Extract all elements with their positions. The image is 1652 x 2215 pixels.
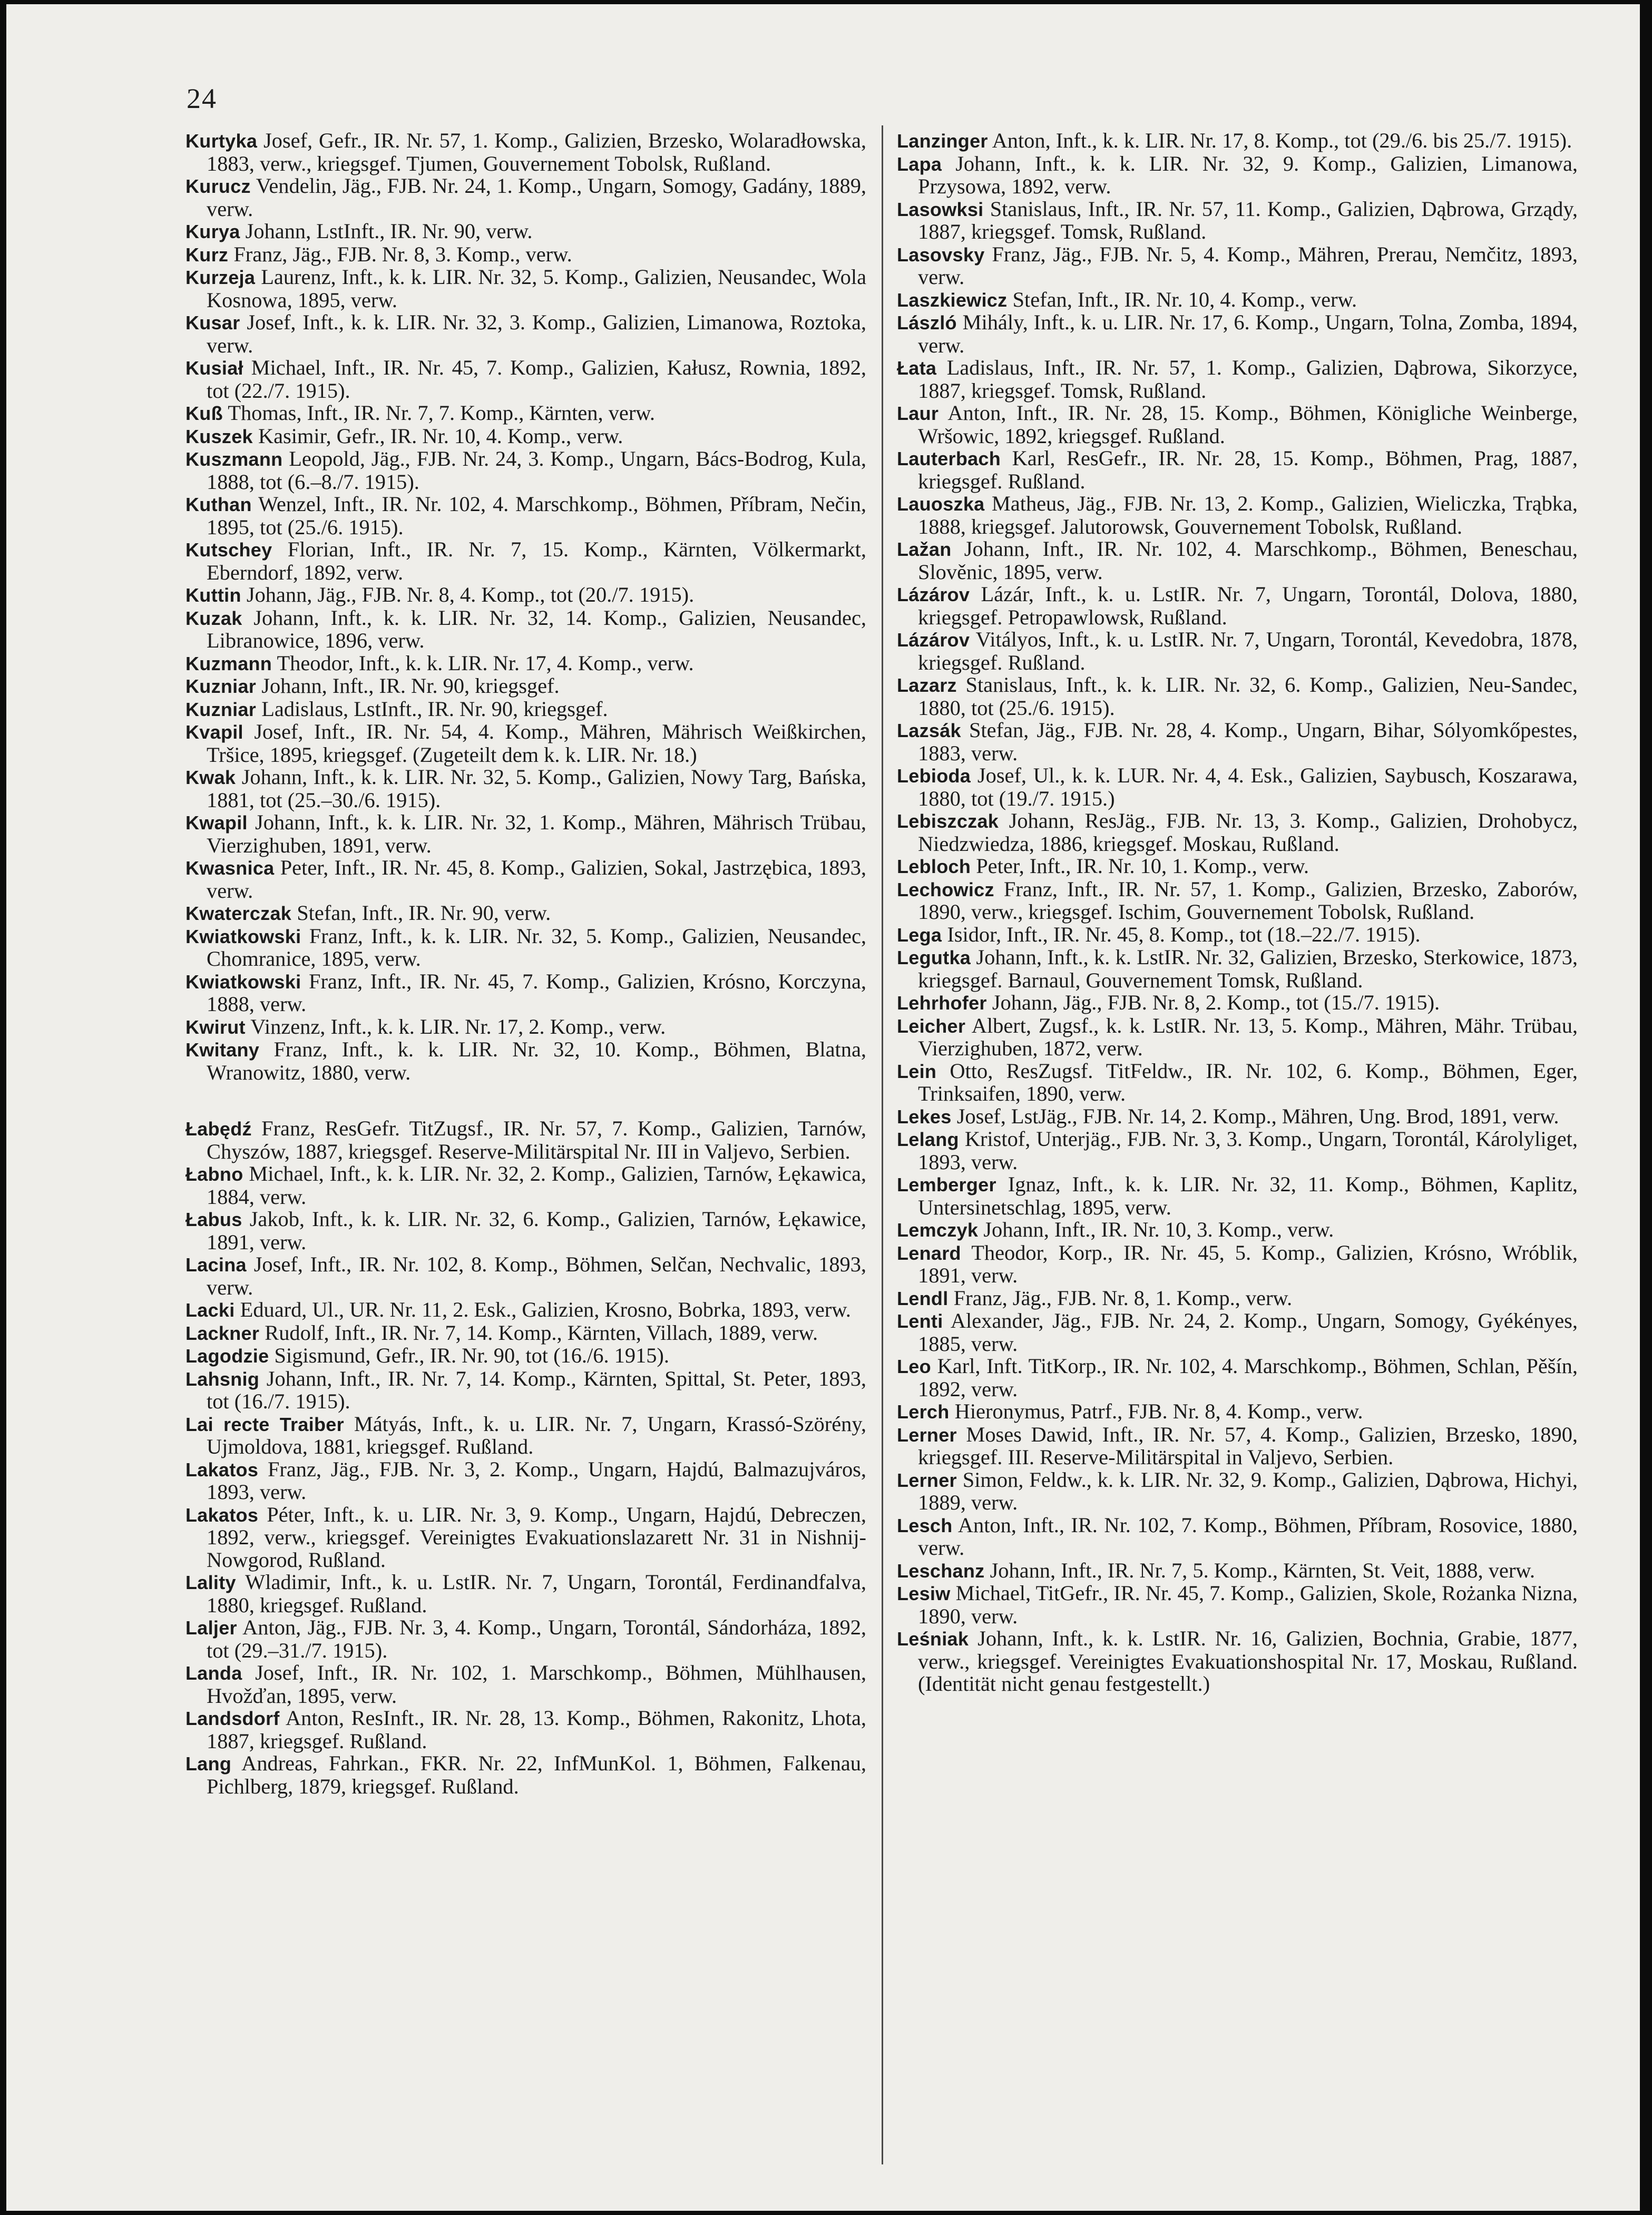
entry-surname: Lang (185, 1753, 232, 1775)
list-item (185, 1253, 866, 1299)
entry-surname: Lahsnig (185, 1368, 260, 1390)
entry-details: Johann, Jäg., FJB. Nr. 8, 2. Komp., tot (15./7. 1915). (992, 991, 1440, 1014)
list-item (897, 153, 1578, 198)
list-item (897, 1105, 1578, 1129)
entry-surname: Lasovsky (897, 243, 985, 266)
entry-surname: Kvapil (185, 721, 243, 743)
list-item (185, 311, 866, 357)
entry-surname: Lega (897, 924, 942, 946)
entry-details: Josef, LstJäg., FJB. Nr. 14, 2. Komp., Mähren, Ung. Brod, 1891, verw. (956, 1104, 1559, 1128)
entry-details: Johann, Inft., IR. Nr. 90, kriegsgef. (261, 674, 560, 698)
entry-details: Vitályos, Inft., k. u. LstIR. Nr. 7, Ungarn, Torontál, Kevedobra, 1878, kriegsgef. Rußland. (918, 628, 1578, 674)
entry-details: Franz, Inft., IR. Nr. 45, 7. Komp., Galizien, Krósno, Korczyna, 1888, verw. (207, 969, 866, 1016)
entry-surname: Laszkiewicz (897, 289, 1008, 311)
entry-details: Johann, Inft., k. k. LIR. Nr. 32, 14. Komp., Galizien, Neusandec, Libranowice, 1896, verw. (207, 605, 866, 652)
entry-surname: Łabędź (185, 1118, 252, 1140)
list-item (897, 1015, 1578, 1060)
entry-surname: Lauoszka (897, 493, 985, 515)
list-item (897, 493, 1578, 538)
entry-details: Johann, Inft., IR. Nr. 10, 3. Komp., verw. (983, 1218, 1334, 1241)
entry-details: Johann, Inft., k. k. LstIR. Nr. 32, Galizien, Brzesko, Sterkowice, 1873, kriegsgef. Barnaul, Gouvernement Tomsk, Rußland. (918, 945, 1578, 992)
entry-details: Mihály, Inft., k. u. LIR. Nr. 17, 6. Komp., Ungarn, Tolna, Zomba, 1894, verw. (918, 310, 1578, 357)
entry-details: Otto, ResZugsf. TitFeldw., IR. Nr. 102, 6. Komp., Böhmen, Eger, Trinksaifen, 1890, verw. (918, 1059, 1578, 1105)
entry-surname: Leśniak (897, 1628, 969, 1650)
entry-details: Josef, Inft., IR. Nr. 102, 1. Marschkomp., Böhmen, Mühlhausen, Hvožďan, 1895, verw. (207, 1661, 866, 1708)
entry-surname: Laljer (185, 1617, 237, 1639)
entry-details: Josef, Inft., IR. Nr. 54, 4. Komp., Mähren, Mährisch Weißkirchen, Tršice, 1895, kriegsgef. (Zugeteilt dem k. k. LIR. Nr. 18.) (207, 720, 866, 767)
list-item (185, 425, 866, 448)
list-item (185, 493, 866, 538)
entry-details: Vendelin, Jäg., FJB. Nr. 24, 1. Komp., Ungarn, Somogy, Gadány, 1889, verw. (207, 174, 866, 221)
entry-details: Ladislaus, LstInft., IR. Nr. 90, kriegsgef. (261, 697, 608, 721)
entry-surname: Lenard (897, 1242, 961, 1264)
entry-surname: Lakatos (185, 1458, 259, 1481)
entry-details: Josef, Inft., k. k. LIR. Nr. 32, 3. Komp., Galizien, Limanowa, Roztoka, verw. (207, 310, 866, 357)
list-item (897, 1060, 1578, 1105)
entry-details: Franz, Jäg., FJB. Nr. 3, 2. Komp., Ungarn, Hajdú, Balmazujváros, 1893, verw. (207, 1457, 866, 1504)
entry-details: Johann, Inft., k. k. LIR. Nr. 32, 1. Komp., Mähren, Mährisch Trübau, Vierzighuben, 1891, verw. (207, 810, 866, 857)
entry-details: Johann, Inft., k. k. LstIR. Nr. 16, Galizien, Bochnia, Grabie, 1877, verw., kriegsgef. Vereinigtes Evakuationshospital Nr. 17, Moskau, Rußland. (Identität nicht genau festgestellt.) (918, 1626, 1578, 1695)
entry-details: Michael, Inft., k. k. LIR. Nr. 32, 2. Komp., Galizien, Tarnów, Łękawica, 1884, verw. (207, 1162, 866, 1209)
list-item (185, 243, 866, 267)
entry-details: Kristof, Unterjäg., FJB. Nr. 3, 3. Komp., Ungarn, Torontál, Károlyliget, 1893, verw. (918, 1127, 1578, 1174)
list-item (185, 971, 866, 1016)
entry-details: Anton, Inft., k. k. LIR. Nr. 17, 8. Komp., tot (29./6. bis 25./7. 1915). (992, 130, 1572, 152)
entry-details: Josef, Gefr., IR. Nr. 57, 1. Komp., Galizien, Brzesko, Wolaradłowska, 1883, verw., kriegsgef. Tjumen, Gouvernement Tobolsk, Rußland. (207, 130, 866, 175)
entry-surname: Lehrhofer (897, 992, 987, 1014)
entry-surname: Kwitany (185, 1039, 260, 1061)
entry-surname: Lagodzie (185, 1345, 269, 1367)
entry-details: Kasimir, Gefr., IR. Nr. 10, 4. Komp., verw. (258, 424, 623, 448)
list-item (897, 855, 1578, 878)
list-item (185, 1038, 866, 1084)
entry-details: Peter, Inft., IR. Nr. 45, 8. Komp., Galizien, Sokal, Jastrzębica, 1893, verw. (207, 856, 866, 903)
entry-surname: Kurya (185, 221, 240, 242)
entry-details: Stanislaus, Inft., IR. Nr. 57, 11. Komp., Galizien, Dąbrowa, Grządy, 1887, kriegsgef. Tomsk, Rußland. (918, 197, 1578, 243)
list-item (185, 902, 866, 925)
entry-surname: Lenti (897, 1310, 943, 1332)
list-item (897, 243, 1578, 289)
entry-surname: Kusar (185, 312, 240, 334)
list-item (897, 1424, 1578, 1469)
entry-surname: Kwak (185, 767, 236, 788)
list-item (185, 1208, 866, 1253)
entry-surname: Lein (897, 1060, 937, 1082)
entry-details: Ignaz, Inft., k. k. LIR. Nr. 32, 11. Komp., Böhmen, Kaplitz, Untersinetschlag, 1895, verw. (918, 1172, 1578, 1219)
list-item (897, 1355, 1578, 1400)
list-item (185, 857, 866, 902)
entry-details: Wladimir, Inft., k. u. LstIR. Nr. 7, Ungarn, Torontál, Ferdinandfalva, 1880, kriegsgef. Rußland. (207, 1570, 866, 1617)
entry-surname: Lechowicz (897, 878, 994, 900)
list-item (897, 1628, 1578, 1695)
entry-surname: Lazarz (897, 674, 957, 696)
entry-details: Franz, Jäg., FJB. Nr. 8, 3. Komp., verw. (233, 242, 572, 266)
entry-surname: Kwirut (185, 1016, 246, 1038)
entry-surname: Lemberger (897, 1174, 996, 1195)
entry-surname: Lazsák (897, 720, 961, 741)
list-item (185, 675, 866, 698)
list-item (897, 1287, 1578, 1310)
entry-surname: Kusiał (185, 357, 243, 379)
entry-surname: Kurtyka (185, 130, 258, 152)
entry-details: Isidor, Inft., IR. Nr. 45, 8. Komp., tot (18.–22./7. 1915). (947, 922, 1421, 946)
list-item (185, 175, 866, 220)
entry-details: Alexander, Jäg., FJB. Nr. 24, 2. Komp., Ungarn, Somogy, Gyékényes, 1885, verw. (918, 1309, 1578, 1356)
entry-surname: Lacki (185, 1299, 235, 1321)
entry-surname: László (897, 312, 957, 334)
list-item (185, 584, 866, 607)
entry-surname: Lelang (897, 1129, 959, 1150)
entry-surname: Kuszek (185, 425, 253, 447)
entry-surname: Lackner (185, 1322, 260, 1344)
entry-surname: Kuß (185, 403, 223, 424)
entry-surname: Lauterbach (897, 448, 1001, 469)
entry-details: Andreas, Fahrkan., FKR. Nr. 22, InfMunKol. 1, Böhmen, Falkenau, Pichlberg, 1879, kriegsgef. Rußland. (207, 1751, 866, 1798)
entry-details: Franz, ResGefr. TitZugsf., IR. Nr. 57, 7. Komp., Galizien, Tarnów, Chyszów, 1887, kriegsgef. Reserve-Militärspital Nr. III in Valjevo, Serbien. (207, 1116, 866, 1163)
list-item (897, 583, 1578, 629)
list-item (185, 1504, 866, 1572)
list-item (185, 721, 866, 766)
list-item (185, 1322, 866, 1345)
entry-details: Hieronymus, Patrf., FJB. Nr. 8, 4. Komp., verw. (954, 1399, 1363, 1423)
entry-surname: Lerner (897, 1469, 957, 1491)
list-item (185, 130, 866, 175)
entry-details: Karl, Inft. TitKorp., IR. Nr. 102, 4. Marschkomp., Böhmen, Schlan, Pěšín, 1892, verw. (918, 1354, 1578, 1401)
list-item (185, 1752, 866, 1798)
entry-details: Thomas, Inft., IR. Nr. 7, 7. Komp., Kärnten, verw. (228, 401, 655, 425)
list-item (185, 1662, 866, 1707)
list-item (185, 1163, 866, 1208)
list-item (897, 1242, 1578, 1287)
entry-surname: Lebiszczak (897, 810, 999, 832)
entry-details: Johann, Inft., IR. Nr. 102, 4. Marschkomp., Böhmen, Beneschau, Slověnic, 1895, verw. (918, 537, 1578, 584)
entry-details: Theodor, Korp., IR. Nr. 45, 5. Komp., Galizien, Krósno, Wróblik, 1891, verw. (918, 1240, 1578, 1287)
list-item (897, 538, 1578, 583)
entry-surname: Kuttin (185, 584, 241, 606)
entry-surname: Leschanz (897, 1560, 985, 1582)
list-item (897, 765, 1578, 810)
list-item (897, 1219, 1578, 1242)
entry-details: Johann, Inft., k. k. LIR. Nr. 32, 5. Komp., Galizien, Nowy Targ, Bańska, 1881, tot (25.–30./6. 1915). (207, 765, 866, 812)
entry-details: Josef, Inft., IR. Nr. 102, 8. Komp., Böhmen, Selčan, Nechvalic, 1893, verw. (207, 1252, 866, 1299)
entry-details: Eduard, Ul., UR. Nr. 11, 2. Esk., Galizien, Krosno, Bobrka, 1893, verw. (240, 1298, 851, 1321)
list-item (897, 1128, 1578, 1173)
entry-details: Franz, Jäg., FJB. Nr. 8, 1. Komp., verw. (953, 1286, 1293, 1310)
list-item (897, 1560, 1578, 1583)
entry-surname: Lerner (897, 1424, 957, 1446)
entry-surname: Lai recte Traiber (185, 1413, 344, 1435)
entry-details: Albert, Zugsf., k. k. LstIR. Nr. 13, 5. Komp., Mähren, Mähr. Trübau, Vierzighuben, 1872, verw. (918, 1013, 1578, 1060)
list-item (185, 266, 866, 311)
entry-surname: Laur (897, 403, 939, 424)
entry-details: Stefan, Inft., IR. Nr. 10, 4. Komp., verw. (1012, 287, 1357, 311)
entry-details: Stefan, Jäg., FJB. Nr. 28, 4. Komp., Ungarn, Bihar, Sólyomkőpestes, 1883, verw. (918, 718, 1578, 765)
list-item (897, 674, 1578, 719)
list-item (897, 130, 1578, 153)
entry-details: Péter, Inft., k. u. LIR. Nr. 3, 9. Komp., Ungarn, Hajdú, Debreczen, 1892, verw., kriegsgef. Vereinigtes Evakuationslazarett Nr. 31 in Nishnij-Nowgorod, Rußland. (207, 1502, 866, 1572)
entry-surname: Lesch (897, 1514, 953, 1536)
list-item (185, 1118, 866, 1163)
entry-details: Michael, Inft., IR. Nr. 45, 7. Komp., Galizien, Kałusz, Rownia, 1892, tot (22./7. 1915). (207, 356, 866, 403)
entry-details: Anton, ResInft., IR. Nr. 28, 13. Komp., Böhmen, Rakonitz, Lhota, 1887, kriegsgef. Rußland. (207, 1706, 866, 1753)
list-item (897, 1173, 1578, 1219)
list-item (897, 1400, 1578, 1424)
entry-details: Johann, ResJäg., FJB. Nr. 13, 3. Komp., Galizien, Drohobycz, Niedzwiedza, 1886, kriegsgef. Moskau, Rußland. (918, 809, 1578, 856)
entry-surname: Lebloch (897, 856, 971, 877)
list-item (897, 810, 1578, 855)
list-item (897, 1469, 1578, 1514)
list-item (185, 1413, 866, 1458)
entry-surname: Kurzeja (185, 267, 256, 288)
entry-surname: Kurucz (185, 175, 251, 197)
entry-surname: Lemczyk (897, 1219, 979, 1241)
column-divider (882, 125, 883, 2164)
entry-details: Mátyás, Inft., k. u. LIR. Nr. 7, Ungarn, Krassó-Szörény, Ujmoldova, 1881, kriegsgef. Rußland. (207, 1412, 866, 1458)
list-item (897, 992, 1578, 1015)
entry-details: Franz, Inft., k. k. LIR. Nr. 32, 5. Komp., Galizien, Neusandec, Chomranice, 1895, verw. (207, 924, 866, 971)
entry-surname: Leicher (897, 1015, 966, 1037)
list-item (897, 1582, 1578, 1628)
entry-details: Karl, ResGefr., IR. Nr. 28, 15. Komp., Böhmen, Prag, 1887, kriegsgef. Rußland. (918, 446, 1578, 493)
list-item (185, 811, 866, 857)
entry-details: Johann, LstInft., IR. Nr. 90, verw. (245, 219, 533, 243)
entry-surname: Kwiatkowski (185, 925, 301, 947)
entry-details: Leopold, Jäg., FJB. Nr. 24, 3. Komp., Ungarn, Bács-Bodrog, Kula, 1888, tot (6.–8./7. 1915). (207, 447, 866, 494)
entry-details: Florian, Inft., IR. Nr. 7, 15. Komp., Kärnten, Völkermarkt, Eberndorf, 1892, verw. (207, 537, 866, 584)
list-item (897, 289, 1578, 312)
entry-details: Stanislaus, Inft., k. k. LIR. Nr. 32, 6. Komp., Galizien, Neu-Sandec, 1880, tot (25./6. 1915). (918, 673, 1578, 720)
list-item (185, 607, 866, 652)
entry-surname: Lakatos (185, 1504, 259, 1526)
entry-surname: Kuzniar (185, 698, 257, 720)
entry-surname: Legutka (897, 947, 971, 968)
list-item (897, 447, 1578, 493)
list-item (185, 1299, 866, 1322)
entry-surname: Lázárov (897, 584, 970, 605)
list-item (897, 311, 1578, 357)
entry-surname: Kuthan (185, 494, 252, 515)
list-item (185, 357, 866, 402)
list-item (185, 1345, 866, 1368)
entry-surname: Kuzmann (185, 652, 272, 674)
entry-details: Johann, Inft., k. k. LIR. Nr. 32, 9. Komp., Galizien, Limanowa, Przysowa, 1892, verw. (918, 151, 1578, 198)
entry-surname: Leo (897, 1356, 931, 1377)
entry-details: Johann, Inft., IR. Nr. 7, 14. Komp., Kärnten, Spittal, St. Peter, 1893, tot (16./7. 1915). (207, 1366, 866, 1413)
list-item (185, 1458, 866, 1504)
entry-surname: Kuzak (185, 607, 242, 629)
entry-surname: Kwiatkowski (185, 971, 301, 993)
entry-surname: Landsdorf (185, 1708, 280, 1729)
entry-details: Matheus, Jäg., FJB. Nr. 13, 2. Komp., Galizien, Wieliczka, Trąbka, 1888, kriegsgef. Jalutorowsk, Gouvernement Tobolsk, Rußland. (918, 492, 1578, 538)
entry-surname: Lebioda (897, 765, 971, 787)
page-number: 24 (187, 83, 217, 114)
entry-details: Sigismund, Gefr., IR. Nr. 90, tot (16./6. 1915). (274, 1344, 669, 1367)
entry-details: Laurenz, Inft., k. k. LIR. Nr. 32, 5. Komp., Galizien, Neusandec, Wola Kosnowa, 1895, verw. (207, 265, 866, 312)
entry-details: Stefan, Inft., IR. Nr. 90, verw. (297, 901, 551, 925)
entry-surname: Kwaterczak (185, 903, 292, 924)
entry-surname: Kuszmann (185, 448, 283, 470)
entry-details: Johann, Jäg., FJB. Nr. 8, 4. Komp., tot (20./7. 1915). (246, 583, 695, 606)
entry-surname: Kwasnica (185, 857, 275, 879)
entry-details: Jakob, Inft., k. k. LIR. Nr. 32, 6. Komp., Galizien, Tarnów, Łękawice, 1891, verw. (207, 1207, 866, 1254)
entry-details: Anton, Jäg., FJB. Nr. 3, 4. Komp., Ungarn, Torontál, Sándorháza, 1892, tot (29.–31./7. 1915). (207, 1615, 866, 1662)
entry-surname: Kwapil (185, 812, 248, 834)
entry-details: Ladislaus, Inft., IR. Nr. 57, 1. Komp., Galizien, Dąbrowa, Sikorzyce, 1887, kriegsgef. Tomsk, Rußland. (918, 356, 1578, 403)
list-item (185, 1368, 866, 1413)
left-column (185, 130, 866, 2179)
entry-details: Rudolf, Inft., IR. Nr. 7, 14. Komp., Kärnten, Villach, 1889, verw. (265, 1320, 818, 1345)
entry-details: Franz, Inft., IR. Nr. 57, 1. Komp., Galizien, Brzesko, Zaborów, 1890, verw., kriegsgef. Ischim, Gouvernement Tobolsk, Rußland. (918, 877, 1578, 924)
list-item (897, 357, 1578, 402)
entry-surname: Lažan (897, 538, 952, 560)
list-item (185, 652, 866, 675)
list-item (185, 925, 866, 971)
entry-surname: Lasowksi (897, 198, 984, 220)
entry-surname: Lekes (897, 1105, 952, 1128)
entry-details: Anton, Inft., IR. Nr. 102, 7. Komp., Böhmen, Příbram, Rosovice, 1880, verw. (918, 1513, 1578, 1560)
list-item (897, 198, 1578, 243)
entry-surname: Łabno (185, 1163, 243, 1185)
list-item (185, 448, 866, 493)
entry-details: Anton, Inft., IR. Nr. 28, 15. Komp., Böhmen, Königliche Weinberge, Wršowic, 1892, kriegsgef. Rußland. (918, 401, 1578, 448)
list-item (185, 220, 866, 243)
entry-surname: Lázárov (897, 629, 970, 651)
entry-surname: Kutschey (185, 539, 272, 561)
entry-details: Simon, Feldw., k. k. LIR. Nr. 32, 9. Komp., Galizien, Dąbrowa, Hichyi, 1889, verw. (918, 1467, 1578, 1514)
entry-surname: Lapa (897, 153, 942, 175)
entry-surname: Łata (897, 357, 937, 379)
document-page (6, 4, 1640, 2211)
entry-surname: Lesiw (897, 1583, 951, 1604)
list-item (185, 538, 866, 584)
list-item (185, 1707, 866, 1752)
entry-details: Josef, Ul., k. k. LUR. Nr. 4, 4. Esk., Galizien, Saybusch, Koszarawa, 1880, tot (19./7. 1915.) (918, 763, 1578, 810)
entry-details: Theodor, Inft., k. k. LIR. Nr. 17, 4. Komp., verw. (277, 651, 694, 675)
entry-surname: Lendl (897, 1287, 949, 1309)
entry-details: Moses Dawid, Inft., IR. Nr. 57, 4. Komp., Galizien, Brzesko, 1890, kriegsgef. III. Reserve-Militärspital in Valjevo, Serbien. (918, 1422, 1578, 1469)
entry-details: Vinzenz, Inft., k. k. LIR. Nr. 17, 2. Komp., verw. (250, 1014, 666, 1038)
list-item (185, 1616, 866, 1662)
list-item (897, 1310, 1578, 1355)
list-item (185, 1571, 866, 1616)
list-item (897, 924, 1578, 947)
list-item (185, 1016, 866, 1039)
list-item (897, 1514, 1578, 1560)
entry-surname: Landa (185, 1662, 242, 1684)
entry-details: Franz, Inft., k. k. LIR. Nr. 32, 10. Komp., Böhmen, Blatna, Wranowitz, 1880, verw. (207, 1037, 866, 1084)
entry-surname: Lacina (185, 1254, 247, 1276)
entry-details: Lázár, Inft., k. u. LstIR. Nr. 7, Ungarn, Torontál, Dolova, 1880, kriegsgef. Petropawlowsk, Rußland. (918, 582, 1578, 629)
entry-surname: Kuzniar (185, 675, 257, 697)
entry-surname: Lerch (897, 1401, 950, 1423)
entry-surname: Łabus (185, 1209, 242, 1230)
list-item (897, 719, 1578, 765)
entry-details: Wenzel, Inft., IR. Nr. 102, 4. Marschkomp., Böhmen, Příbram, Nečin, 1895, tot (25./6. 1915). (207, 492, 866, 539)
list-item (897, 629, 1578, 674)
list-item (897, 946, 1578, 992)
entry-surname: Lanzinger (897, 130, 988, 152)
list-item (185, 698, 866, 721)
entry-surname: Kurz (185, 243, 229, 266)
entry-details: Michael, TitGefr., IR. Nr. 45, 7. Komp., Galizien, Skole, Rożanka Nizna, 1890, verw. (918, 1581, 1578, 1628)
entry-details: Peter, Inft., IR. Nr. 10, 1. Komp., verw. (976, 854, 1309, 878)
entry-details: Johann, Inft., IR. Nr. 7, 5. Komp., Kärnten, St. Veit, 1888, verw. (990, 1558, 1535, 1582)
entry-surname: Lality (185, 1572, 236, 1593)
entry-details: Franz, Jäg., FJB. Nr. 5, 4. Komp., Mähren, Prerau, Nemčitz, 1893, verw. (918, 242, 1578, 289)
list-item (897, 402, 1578, 447)
list-item (897, 878, 1578, 924)
list-item (185, 402, 866, 425)
right-column (897, 130, 1578, 2179)
list-item (185, 766, 866, 811)
